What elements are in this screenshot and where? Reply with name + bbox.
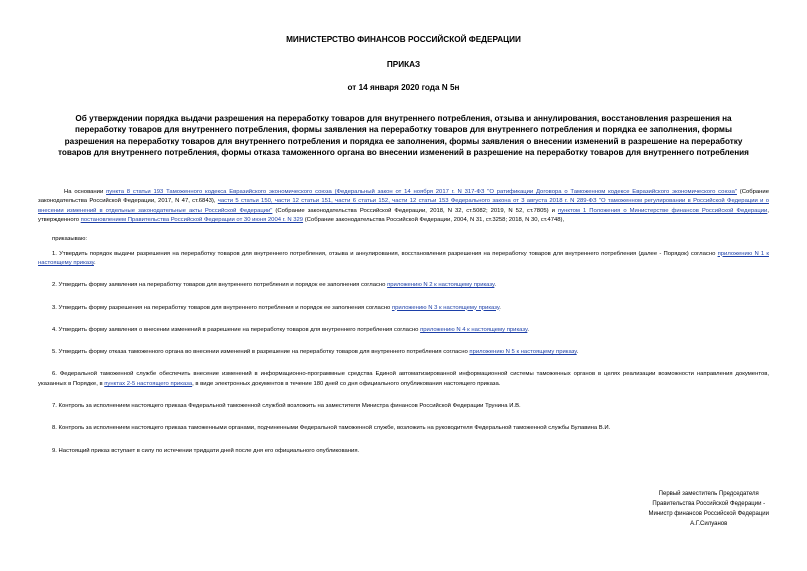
order-item-5 <box>38 348 769 357</box>
preamble-link-resolution-329[interactable]: постановлением Правительства Российской Федерации от 30 июня 2004 г. N 329 <box>80 217 304 224</box>
preamble-text-5: (Собрание законодательства Российской Федерации, 2004, N 31, ст.3258; 2018, N 30, ст.4748), <box>303 217 565 224</box>
item-text: 6. Федеральной таможенной службе обеспечить внесение изменений в информационно-программные средства Единой автоматизированной информационной системы таможенных органов в целях реализации возможности направления документов, указанных в Порядке, в <box>38 371 769 387</box>
order-item-6 <box>38 370 769 389</box>
signature-name: А.Г.Силуанов <box>690 521 728 527</box>
signature-line-1: Первый заместитель Председателя <box>658 491 759 497</box>
item-text: 4. Утвердить форму заявления о внесении изменений в разрешение на переработку товаров для внутреннего потребления согласно <box>52 326 421 333</box>
order-item-9: 9. Настоящий приказ вступает в силу по истечении тридцати дней после дня его официального опубликования. <box>52 447 360 454</box>
points-2-5-link[interactable]: пунктах 2-5 настоящего приказа <box>104 380 193 387</box>
preamble-link-regulation[interactable]: пунктом 1 Положения о Министерстве финансов Российской Федерации <box>557 207 768 214</box>
order-item-4 <box>38 326 769 335</box>
order-section <box>38 235 769 456</box>
preamble-text-2: (Собрание законодательства Российской Федерации, 2017, N 47, ст.6843), <box>38 189 769 205</box>
preamble-text-4: , утвержденного <box>38 207 769 224</box>
appendix-2-link[interactable]: приложению N 2 к настоящему приказу <box>387 282 495 289</box>
preamble-text-3: (Собрание законодательства Российской Федерации, 2018, N 32, ст.5082; 2019, N 52, ст.7805) и <box>272 207 558 214</box>
order-item-8: 8. Контроль за исполнением настоящего приказа таможенными органами, подчиненными Федеральной таможенной службе, возложить на руководителя Федеральной таможенной службы Булавина В.И. <box>52 425 611 432</box>
signature-block <box>648 489 769 529</box>
order-item-3 <box>38 304 769 313</box>
appendix-1-link[interactable]: приложению N 1 к настоящему приказу <box>38 250 769 266</box>
signature-line-2: Правительства Российской Федерации - <box>652 501 766 507</box>
document-title <box>52 113 755 158</box>
item-tail: . <box>527 326 530 333</box>
title-prefix: Об утверждении <box>75 114 145 123</box>
order-item-1 <box>38 250 769 269</box>
item-tail: . <box>499 304 501 311</box>
item-text: 1. Утвердить порядок выдачи разрешения на переработку товаров для внутреннего потребления, отзыва и аннулирования, восстановления разрешения на переработку товаров для внутреннего потребления (далее - Порядок) согласно <box>52 250 718 257</box>
title-link[interactable]: порядка выдачи разрешения на переработку товаров для внутреннего потребления, отзыва и аннулирования, восстановления разрешения на переработку товаров для внутреннего потребления, формы заявления на переработку товаров для внутреннего потребления и порядка ее заполнения, формы разрешения на переработку товаров для внутреннего потребления и порядка ее заполнения, формы заявления о внесении изменений в разрешение на переработку товаров для внутреннего потребления, формы отказа таможенного органа во внесении изменений в разрешение на переработку товаров для внутреннего потребления <box>58 114 749 157</box>
preamble-link-fz-289[interactable]: части 5 статьи 150, части 12 статьи 151, части 6 статьи 152, части 12 статьи 153 Федерального закона от 3 августа 2018 г. N 289-ФЗ "О таможенном регулировании в Российской Федерации и о внесении изменений в отдельные законодательные акты Российской Федерации" <box>38 198 769 214</box>
preamble-link-tk-eaeu[interactable]: пункта 8 статьи 193 Таможенного кодекса Евразийского экономического союза (Федеральный закон от 14 ноября 2017 г. N 317-ФЗ "О ратификации Договора о Таможенном кодексе Евразийского экономического союза" <box>106 189 737 196</box>
item-text: 3. Утвердить форму разрешения на переработку товаров для внутреннего потребления и порядок ее заполнения согласно <box>52 304 392 311</box>
item-text: 2. Утвердить форму заявления на переработку товаров для внутреннего потребления и порядок ее заполнения согласно <box>52 282 388 289</box>
preamble-text-1: На основании <box>64 189 107 196</box>
signature-line-3: Министр финансов Российской Федерации <box>648 511 769 517</box>
appendix-3-link[interactable]: приложению N 3 к настоящему приказу <box>391 304 500 311</box>
document-date-number: от 14 января 2020 года N 5н <box>347 83 460 92</box>
appendix-5-link[interactable]: приложению N 5 к настоящему приказу <box>469 349 577 356</box>
item-tail: , в виде электронных документов в течение 180 дней со дня официального опубликования настоящего приказа. <box>192 380 501 387</box>
preamble-paragraph <box>38 188 769 225</box>
item-tail: . <box>576 349 579 356</box>
order-item-7: 7. Контроль за исполнением настоящего приказа Федеральной таможенной службой возложить на заместителя Министра финансов Российской Федерации Трунина И.В. <box>52 403 521 410</box>
document-type: ПРИКАЗ <box>386 60 421 69</box>
order-word: приказываю: <box>52 236 88 243</box>
item-tail: . <box>494 282 497 289</box>
item-tail: . <box>94 259 96 266</box>
order-item-2 <box>38 281 769 290</box>
ministry-name: МИНИСТЕРСТВО ФИНАНСОВ РОССИЙСКОЙ ФЕДЕРАЦИИ <box>286 35 521 44</box>
appendix-4-link[interactable]: приложению N 4 к настоящему приказу <box>420 326 528 333</box>
item-text: 5. Утвердить форму отказа таможенного органа во внесении изменений в разрешение на переработку товаров для внутреннего потребления согласно <box>52 349 470 356</box>
